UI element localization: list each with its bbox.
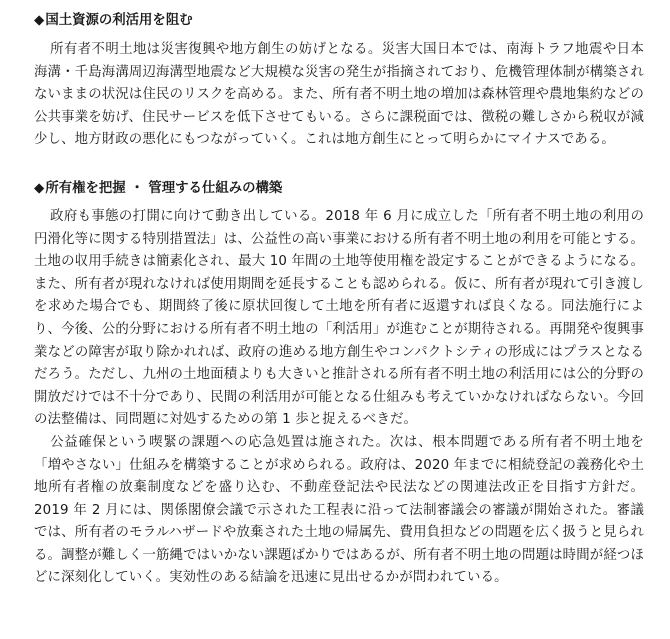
- diamond-bullet-icon: ◆: [34, 180, 45, 196]
- body-paragraph: 公益確保という喫緊の課題への応急処置は施された。次は、根本問題である所有者不明土地を「増やさない」仕組みを構築することが求められる。政府は、2020 年までに相続登記の義務化や土地所有者権の放棄制度などを盛り込む、不動産登記法や民法などの関連法改正を目指す方針だ。2019 年 2 月には、関係閣僚会議で示された工程表に沿って法制審議会の審議が開始された。審議では、所有者のモラルハザードや放棄された土地の帰属先、費用負担などの問題を広く扱うと見られる。調整が難しく一筋縄ではいかない課題ばかりではあるが、所有者不明土地の問題は時間が経つほどに深刻化していく。実効性のある結論を迅速に見出せるかが問われている。: [34, 434, 645, 586]
- section-heading-text: 所有権を把握 ・ 管理する仕組みの構築: [45, 180, 283, 196]
- section-heading: [34, 178, 644, 200]
- section-heading-text: 国土資源の利活用を阻む: [45, 13, 193, 28]
- section-ownership-management: [34, 178, 644, 590]
- diamond-bullet-icon: ◆: [34, 13, 45, 28]
- body-paragraph: 所有者不明土地は災害復興や地方創生の妨げとなる。災害大国日本では、南海トラフ地震や日本海溝・千島海溝周辺海溝型地震など大規模な災害の発生が指摘されており、危機管理体制が構築されないままの状況は住民のリスクを高める。また、所有者不明土地の増加は森林管理や農地集約などの公共事業を妨げ、住民サービスを低下させてもいる。さらに課税面では、徴税の難しさから税収が減少し、地方財政の悪化にもつながっていく。これは地方創生にとって明らかにマイナスである。: [34, 42, 644, 148]
- body-paragraph: 政府も事態の打開に向けて動き出している。2018 年 6 月に成立した「所有者不明土地の利用の円滑化等に関する特別措置法」は、公益性の高い事業における所有者不明土地の利用を可能とする。土地の収用手続きは簡素化され、最大 10 年間の土地等使用権を設定することができるようになる。また、所有者が現れなければ使用期間を延長することも認められる。仮に、所有者が現れて引き渡しを求めた場合でも、期間終了後に原状回復して土地を所有者に返還すれば良くなる。同法施行により、今後、公的分野における所有者不明土地の「利活用」が進むことが期待される。再開発や復興事業などの障害が取り除かれれば、政府の進める地方創生やコンパクトシティの形成にはプラスとなるだろう。ただし、九州の土地面積よりも大きいと推計される所有者不明土地の利活用には公的分野の開放だけでは不十分であり、民間の利活用が可能となる仕組みも考えていかなければならない。今回の法整備は、同問題に対処するための第 1 歩と捉えるべきだ。: [34, 208, 644, 428]
- section-land-resource-utilization: [34, 10, 644, 152]
- section-heading: [34, 10, 644, 32]
